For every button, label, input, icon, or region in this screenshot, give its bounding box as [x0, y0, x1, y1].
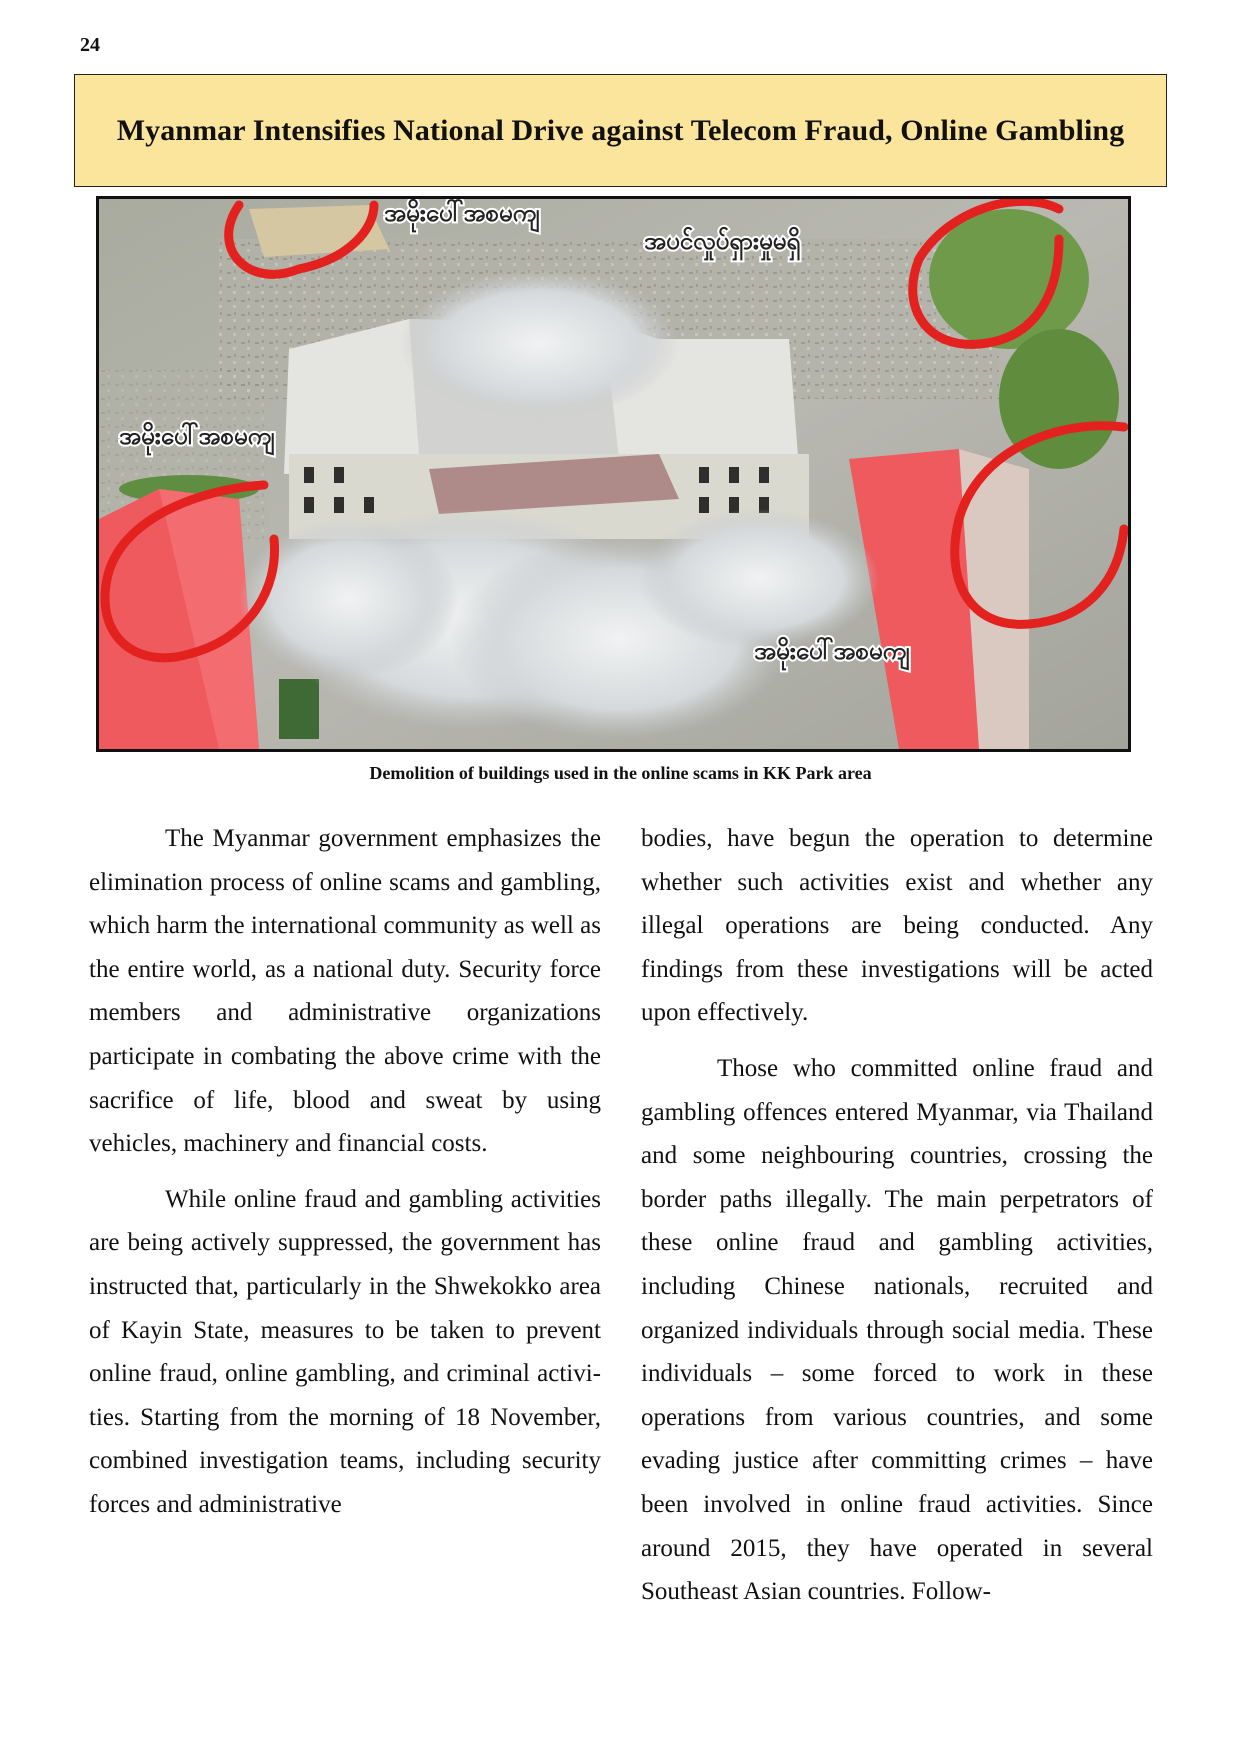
paragraph: While online fraud and gambling activities are being actively suppressed, the government has instructed that, particularly in the Shwekokko area of Kayin State, measures to be taken to prevent online fraud, online gambling, and criminal activities. Starting from the morning of 18 November, combined investigation teams, including security forces and administrative [89, 1185, 601, 1518]
photo-label-bottom-right: အမိုးပေါ်အစမကျ [754, 637, 910, 665]
tree-cluster-top-right [929, 209, 1089, 349]
paragraph: The Myanmar government emphasizes the elimination process of online scams and gambling, which harm the international community as well as the entire world, as a national duty. Security force members and administrative organizations participate in combating the above crime with the sacrifice of life, blood and sweat by using vehicles, machinery and financial costs. [89, 825, 601, 1158]
left-column [89, 817, 601, 1539]
paragraph: bodies, have begun the operation to determine whether such activities exist and whether any illegal operations are being conducted. Any findings from these investigations will be acted upon effectively. [641, 825, 1153, 1027]
page-number: 24 [80, 34, 100, 56]
photo-label-top-right: အပင်လှုပ်ရှားမှုမရှိ [644, 227, 801, 255]
demolition-photo [96, 196, 1131, 752]
photo-illustration [99, 199, 1128, 749]
paragraph: Those who committed online fraud and gambling offences entered Myanmar, via Thailand and some neighbouring countries, crossing the border paths illegally. The main perpetrators of these online fraud and gambling activities, including Chinese nationals, recruited and organized individuals through social media. These individuals – some forced to work in these operations from various countries, and some evading justice after committing crimes – have been involved in online fraud activities. Since around 2015, they have operated in several Southeast Asian countries. Follow- [641, 1054, 1153, 1606]
dust-cloud-right [639, 509, 879, 649]
bush-bottom-left [279, 679, 319, 739]
headline: Myanmar Intensifies National Drive against Telecom Fraud, Online Gambling [116, 113, 1125, 147]
right-column [641, 817, 1153, 1626]
photo-label-top-center: အမိုးပေါ်အစမကျ [384, 199, 540, 227]
headline-box [74, 74, 1167, 187]
photo-label-mid-left: အမိုးပေါ်အစမကျ [119, 422, 275, 450]
photo-caption: Demolition of buildings used in the online scams in KK Park area [369, 763, 872, 783]
dust-cloud-top [399, 269, 679, 419]
